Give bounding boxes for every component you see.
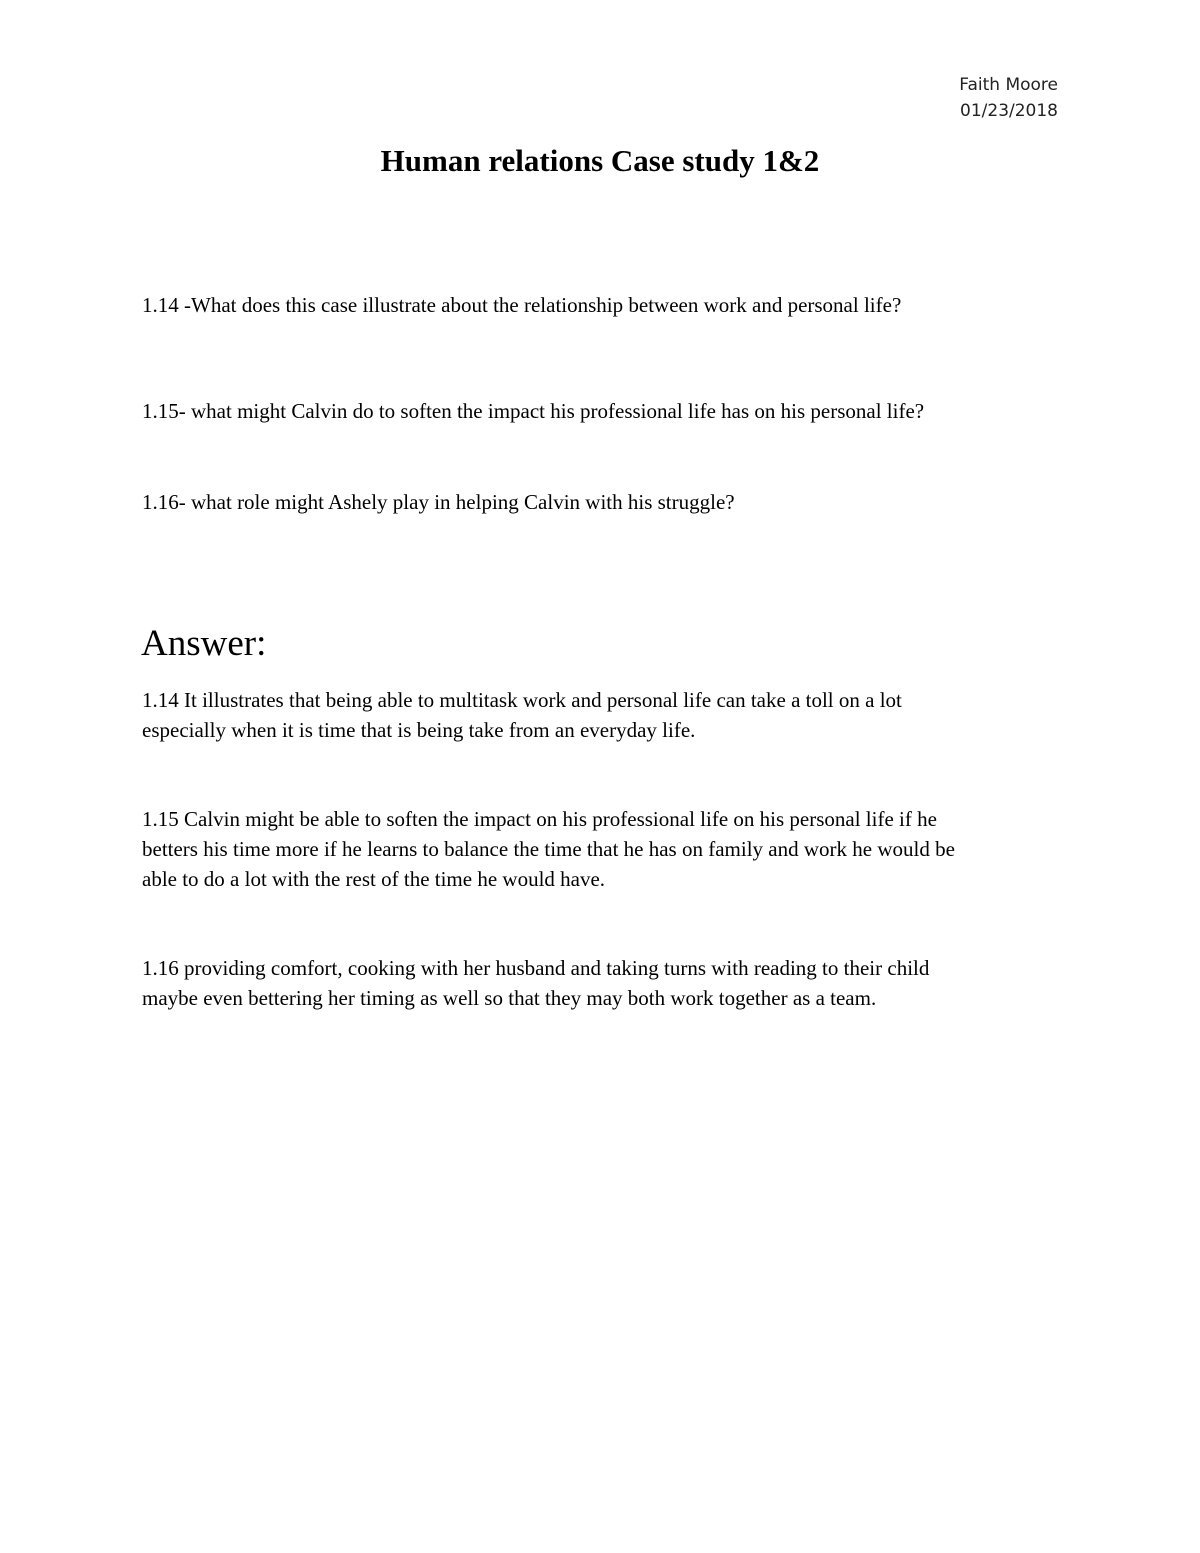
answer-1-15	[142, 804, 1072, 894]
answer-1-14	[142, 685, 1072, 745]
question-1-15: 1.15- what might Calvin do to soften the impact his professional life has on his personal life?	[142, 399, 925, 423]
question-1-16: 1.16- what role might Ashely play in helping Calvin with his struggle?	[142, 490, 735, 514]
document-title: Human relations Case study 1&2	[380, 143, 820, 178]
author-name: Faith Moore	[959, 75, 1058, 95]
answer-line: maybe even bettering her timing as well so that they may both work together as a team.	[142, 986, 877, 1010]
answer-line: 1.16 providing comfort, cooking with her husband and taking turns with reading to their child	[142, 956, 930, 980]
answer-1-16	[142, 953, 1072, 1013]
author-date-block	[959, 72, 1058, 124]
answer-line: able to do a lot with the rest of the time he would have.	[142, 867, 606, 891]
answer-line: especially when it is time that is being take from an everyday life.	[142, 718, 696, 742]
question-1-14: 1.14 -What does this case illustrate about the relationship between work and personal life?	[142, 293, 902, 317]
answer-line: 1.14 It illustrates that being able to multitask work and personal life can take a toll on a lot	[142, 688, 902, 712]
answer-heading: Answer:	[141, 623, 267, 664]
answer-line: 1.15 Calvin might be able to soften the impact on his professional life on his personal life if he	[142, 807, 937, 831]
document-date: 01/23/2018	[960, 101, 1058, 121]
answer-line: betters his time more if he learns to balance the time that he has on family and work he would be	[142, 837, 955, 861]
